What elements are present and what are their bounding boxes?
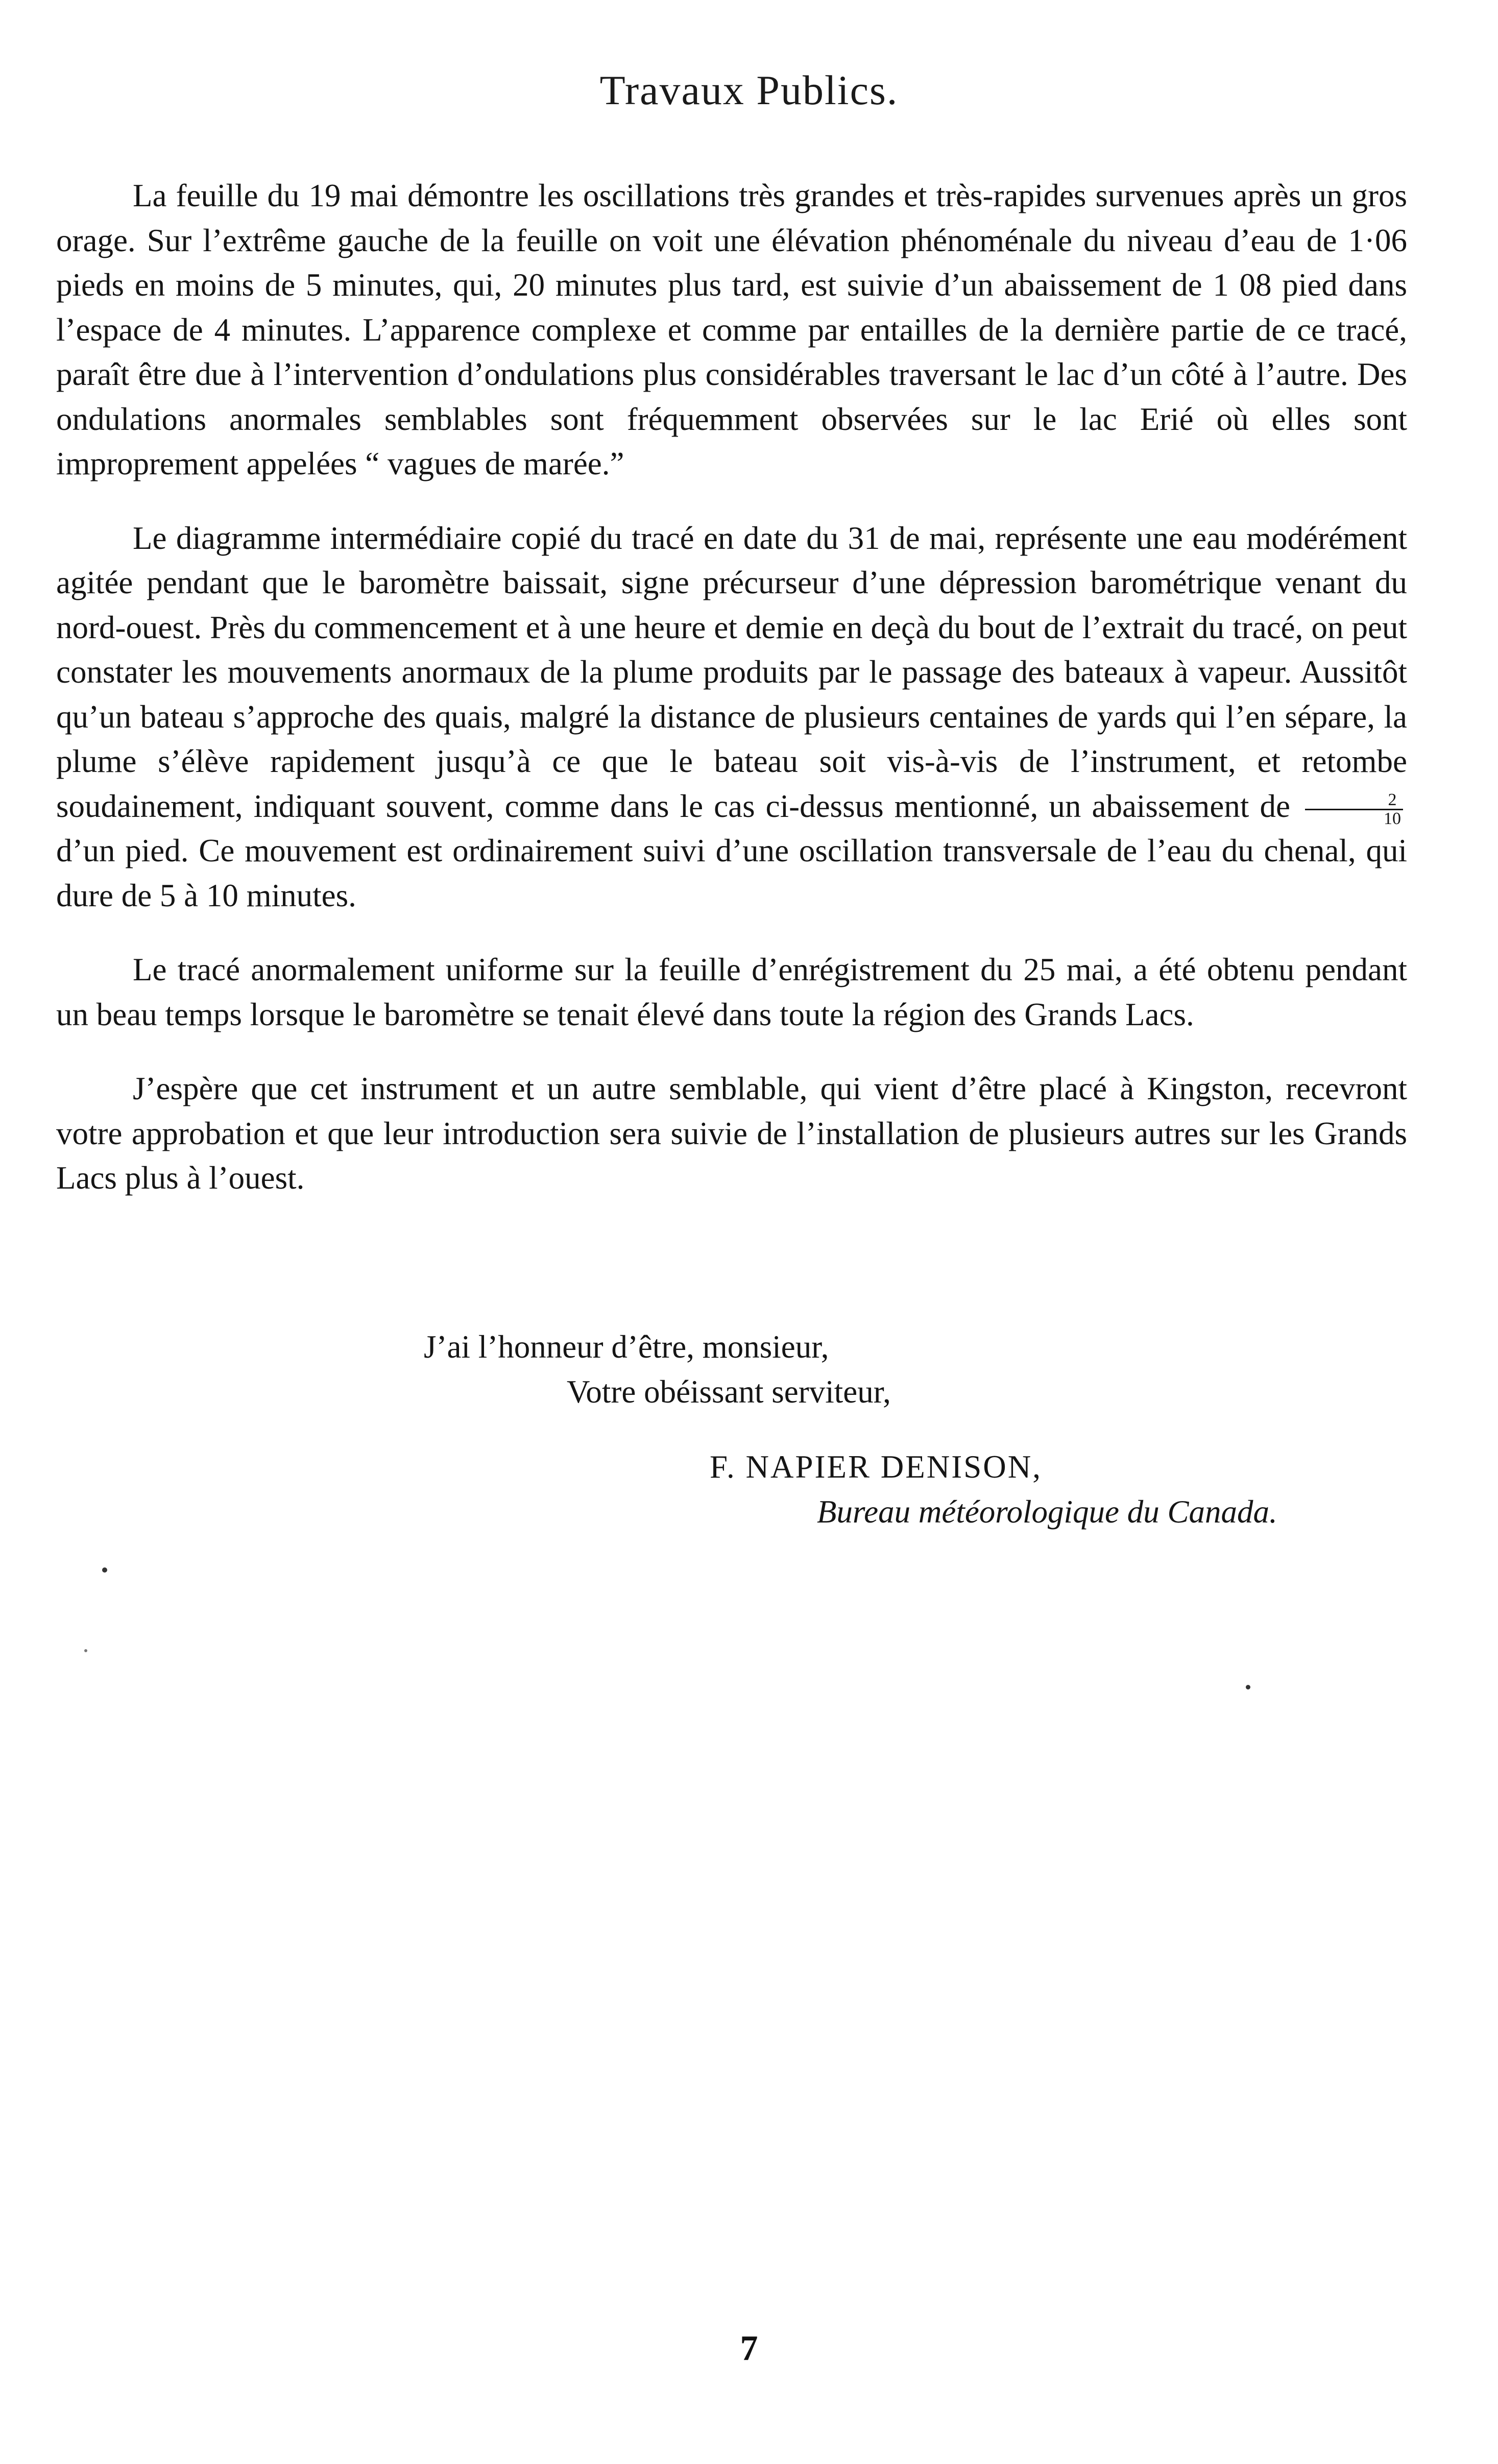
- paragraph-2: [56, 516, 1407, 919]
- page-number: 7: [740, 2329, 758, 2368]
- signature-name: F. NAPIER DENISON,: [710, 1449, 1042, 1485]
- fraction: [1305, 791, 1403, 828]
- signature-affiliation: Bureau météorologique du Canada.: [817, 1494, 1277, 1530]
- closing-line-1: J’ai l’honneur d’être, monsieur,: [424, 1329, 829, 1365]
- paragraph-2-text-after: d’un pied. Ce mouvement est ordinairement suivi d’une oscillation transversale de l’eau du chenal, qui dure de 5 à 10 minutes.: [56, 833, 1407, 913]
- ink-speck: [1246, 1685, 1250, 1689]
- paragraph-1: La feuille du 19 mai démontre les oscillations très grandes et très-rapides survenues après un gros orage. Sur l’extrême gauche de la feuille on voit une élévation phénoménale du niveau d’eau de 1·06 pieds en moins de 5 minutes, qui, 20 minutes plus tard, est suivie d’un abaissement de 1 08 pied dans l’espace de 4 minutes. L’apparence complexe et comme par entailles de la dernière partie de ce tracé, paraît être due à l’intervention d’ondulations plus considérables traversant le lac d’un côté à l’autre. Des ondulations anormales semblables sont fréquemment observées sur le lac Erié où elles sont improprement appelées “ vagues de marée.”: [56, 178, 1407, 481]
- fraction-denominator: 10: [1384, 809, 1401, 828]
- fraction-numerator: 2: [1305, 791, 1403, 810]
- paragraph-3: Le tracé anormalement uniforme sur la feuille d’enrégistrement du 25 mai, a été obtenu pendant un beau temps lorsque le baromètre se tenait élevé dans toute la région des Grands Lacs.: [56, 952, 1407, 1032]
- page-header-title: Travaux Publics.: [599, 67, 899, 113]
- paragraph-2-text-before: Le diagramme intermédiaire copié du tracé en date du 31 de mai, représente une eau modérément agitée pendant que le baromètre baissait, signe précurseur d’une dépression barométrique venant du nord-ouest. Près du commencement et à une heure et demie en deçà du bout de l’extrait du tracé, on peut constater les mouvements anormaux de la plume produits par le passage des bateaux à vapeur. Aussitôt qu’un bateau s’approche des quais, malgré la distance de plusieurs centaines de yards qui l’en sépare, la plume s’élève rapidement jusqu’à ce que le bateau soit vis-à-vis de l’instrument, et retombe soudainement, indiquant souvent, comme dans le cas ci-dessus mentionné, un abaissement de: [56, 520, 1407, 824]
- ink-speck: [84, 1649, 87, 1652]
- body-text: [56, 174, 1407, 1201]
- closing-line-2: Votre obéissant serviteur,: [567, 1374, 891, 1410]
- ink-speck: [102, 1567, 107, 1573]
- paragraph-4: J’espère que cet instrument et un autre semblable, qui vient d’être placé à Kingston, recevront votre approbation et que leur introduction sera suivie de l’installation de plusieurs autres sur les Grands Lacs plus à l’ouest.: [56, 1071, 1407, 1196]
